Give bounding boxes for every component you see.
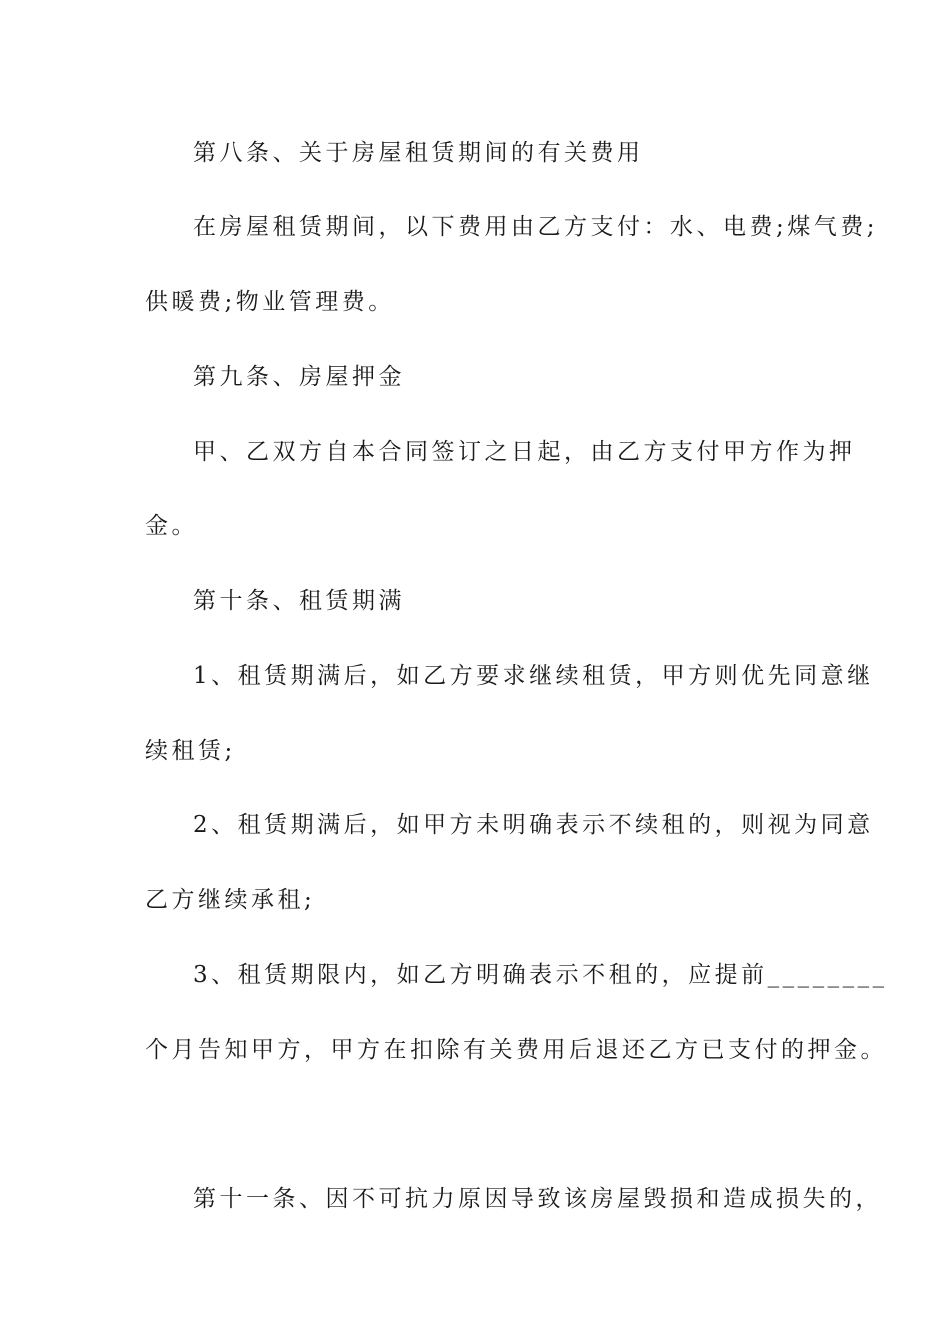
article-10-item-1-line-1: 1、租赁期满后，如乙方要求继续租赁，甲方则优先同意继 (193, 663, 874, 689)
article-10-item-2-line-2: 乙方继续承租; (145, 887, 316, 913)
article-9-paragraph-line-1: 甲、乙双方自本合同签订之日起，由乙方支付甲方作为押 (193, 439, 856, 465)
article-8-paragraph-line-2: 供暖费;物业管理费。 (145, 289, 395, 315)
article-10-item-2-line-1: 2、租赁期满后，如甲方未明确表示不续租的，则视为同意 (193, 812, 874, 838)
article-10-heading: 第十条、租赁期满 (193, 588, 405, 614)
article-11-paragraph-line-1: 第十一条、因不可抗力原因导致该房屋毁损和造成损失的， (193, 1186, 882, 1212)
article-8-paragraph-line-1: 在房屋租赁期间，以下费用由乙方支付：水、电费;煤气费; (193, 214, 878, 240)
article-10-item-3-line-2: 个月告知甲方，甲方在扣除有关费用后退还乙方已支付的押金。 (145, 1037, 887, 1063)
article-8-heading: 第八条、关于房屋租赁期间的有关费用 (193, 140, 644, 166)
article-9-paragraph-line-2: 金。 (145, 513, 198, 539)
article-10-item-3-line-1: 3、租赁期限内，如乙方明确表示不租的，应提前________ (193, 962, 888, 988)
article-9-heading: 第九条、房屋押金 (193, 364, 405, 390)
article-10-item-1-line-2: 续租赁; (145, 738, 236, 764)
